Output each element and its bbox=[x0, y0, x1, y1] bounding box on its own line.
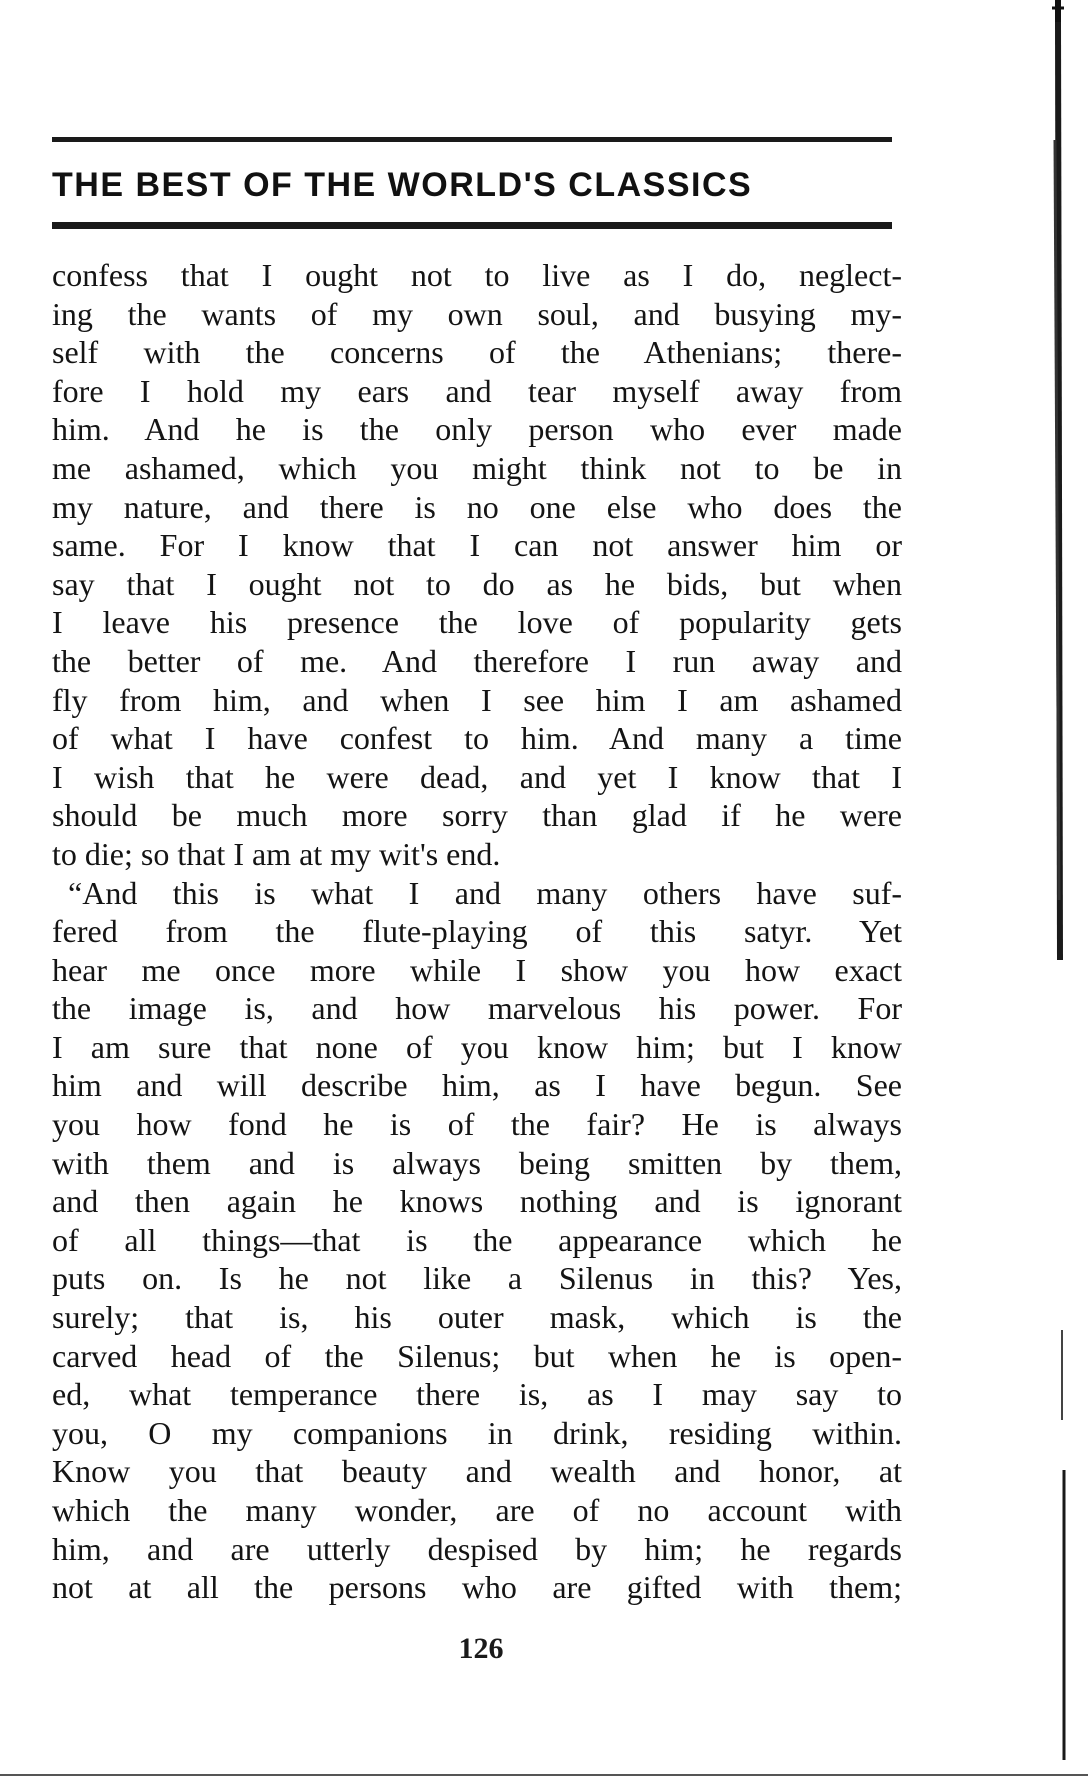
text-line: surely; that is, his outer mask, which is the bbox=[52, 1299, 902, 1336]
text-line: fore I hold my ears and tear myself away from bbox=[52, 372, 902, 409]
text-line: fly from him, and when I see him I am ashamed bbox=[52, 681, 902, 718]
text-line: of all things—that is the appearance which he bbox=[52, 1221, 902, 1258]
text-line: Know you that beauty and wealth and honor, at bbox=[52, 1453, 902, 1490]
text-line: him, and are utterly despised by him; he regards bbox=[52, 1530, 902, 1567]
text-line: confess that I ought not to live as I do, neglect- bbox=[52, 257, 902, 293]
page-number: 126 bbox=[458, 1632, 504, 1665]
text-line: should be much more sorry than glad if he were bbox=[52, 797, 902, 834]
body-text bbox=[52, 256, 902, 1607]
header-rule-bottom bbox=[52, 222, 892, 229]
header-rule-top bbox=[52, 137, 892, 142]
text-line: my nature, and there is no one else who does the bbox=[52, 488, 902, 525]
text-line: not at all the persons who are gifted with them; bbox=[52, 1569, 902, 1606]
text-line: puts on. Is he not like a Silenus in this? Yes, bbox=[52, 1260, 902, 1297]
page-bottom-edge bbox=[0, 1766, 1088, 1783]
text-line: which the many wonder, are of no account with bbox=[52, 1492, 902, 1528]
text-line: to die; so that I am at my wit's end. bbox=[52, 835, 501, 872]
text-line: and then again he knows nothing and is ignorant bbox=[52, 1183, 902, 1220]
text-line: you how fond he is of the fair? He is always bbox=[52, 1106, 902, 1143]
text-line: of what I have confest to him. And many a time bbox=[52, 720, 902, 757]
text-line: I am sure that none of you know him; but I know bbox=[52, 1028, 902, 1065]
text-line: him. And he is the only person who ever made bbox=[52, 411, 902, 448]
text-line: I leave his presence the love of popularity gets bbox=[52, 604, 902, 641]
text-line: him and will describe him, as I have begun. See bbox=[52, 1067, 902, 1104]
text-line: ed, what temperance there is, as I may say to bbox=[52, 1376, 902, 1413]
text-line: the better of me. And therefore I run away and bbox=[52, 642, 902, 679]
text-line: with them and is always being smitten by them, bbox=[52, 1144, 902, 1181]
text-line: ing the wants of my own soul, and busying my- bbox=[52, 295, 902, 332]
text-line: fered from the flute-playing of this satyr. Yet bbox=[52, 913, 902, 950]
text-line: hear me once more while I show you how exact bbox=[52, 951, 902, 988]
running-head: THE BEST OF THE WORLD'S CLASSICS bbox=[52, 166, 753, 204]
text-line: “And this is what I and many others have suf- bbox=[68, 874, 902, 911]
text-line: you, O my companions in drink, residing within. bbox=[52, 1414, 902, 1451]
text-line: me ashamed, which you might think not to be in bbox=[52, 449, 902, 486]
text-line: carved head of the Silenus; but when he is open- bbox=[52, 1337, 902, 1374]
text-line: self with the concerns of the Athenians; there- bbox=[52, 334, 902, 371]
text-line: say that I ought not to do as he bids, but when bbox=[52, 565, 902, 602]
page-edge-shadow bbox=[1050, 0, 1088, 1783]
text-line: same. For I know that I can not answer him or bbox=[52, 527, 902, 564]
text-line: the image is, and how marvelous his power. For bbox=[52, 990, 902, 1027]
text-line: I wish that he were dead, and yet I know that I bbox=[52, 758, 902, 795]
